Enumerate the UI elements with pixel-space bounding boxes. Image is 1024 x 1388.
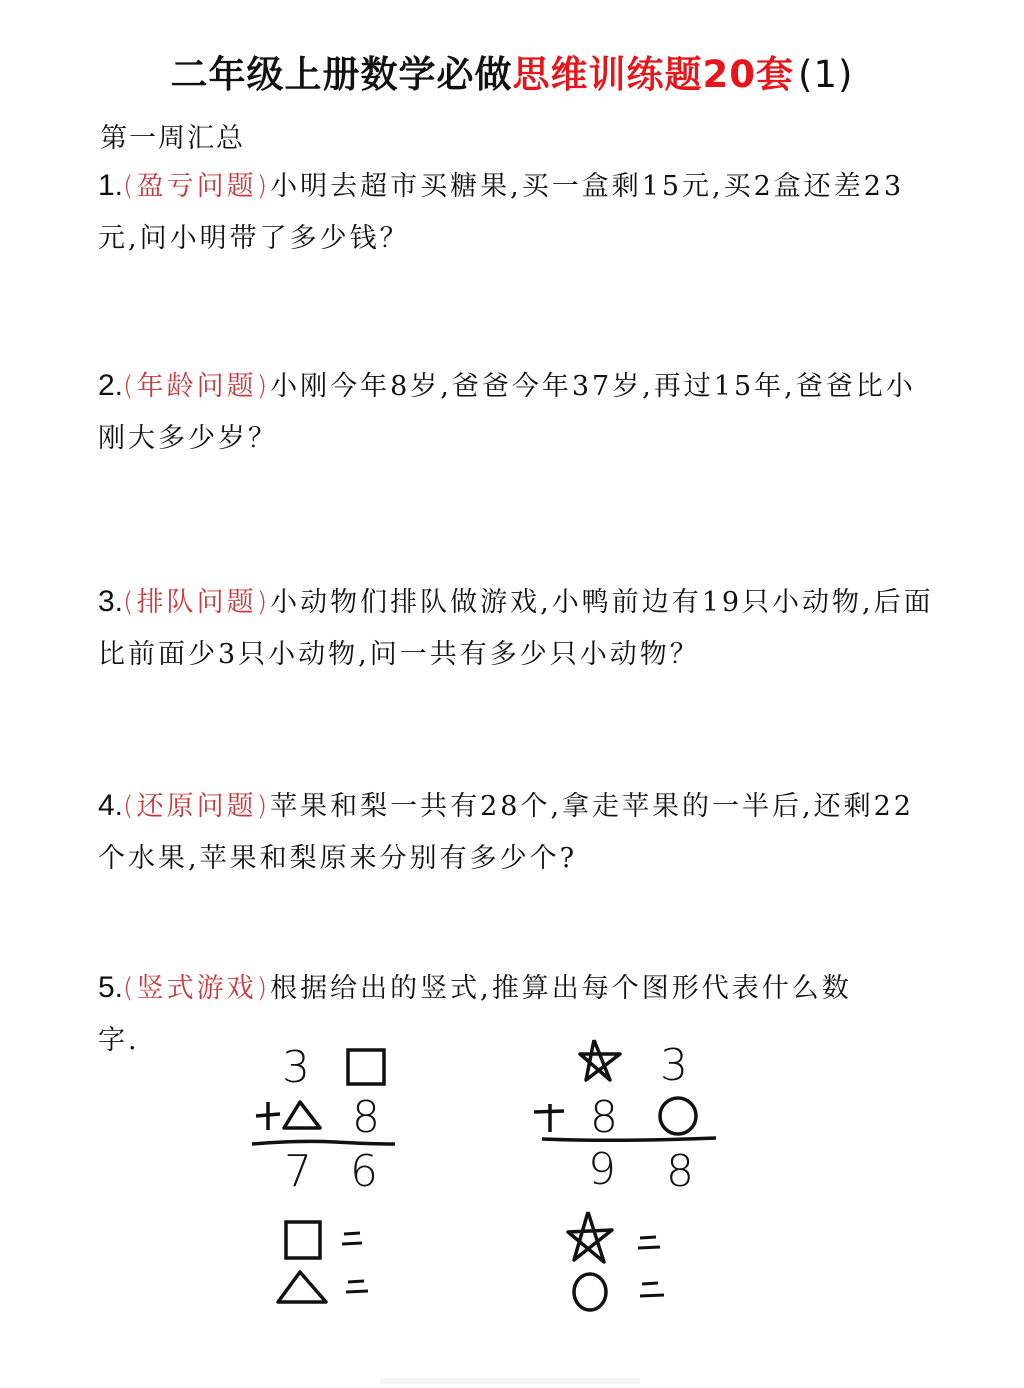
- question-number: 3.: [98, 585, 124, 618]
- page-title: [0, 44, 1024, 98]
- p2-result-tens: 9: [588, 1144, 616, 1195]
- p1-top-digit: 3: [282, 1042, 310, 1093]
- question-tag: (盈亏问题): [123, 171, 271, 202]
- circle-icon: [574, 1274, 606, 1310]
- watermark: [380, 1378, 640, 1384]
- star-icon: [568, 1212, 612, 1262]
- question-number: 5.: [98, 971, 124, 1004]
- vertical-addition-1: [240, 1036, 410, 1196]
- p1-mid-digit: 8: [352, 1092, 380, 1143]
- square-icon: [348, 1050, 384, 1084]
- triangle-icon: [278, 1272, 326, 1302]
- question-text: 小明去超市买糖果,买一盒剩15元,买2盒还差23元,问小明带了多少钱？: [98, 171, 905, 254]
- title-number: (1): [798, 53, 854, 96]
- plus-icon: [534, 1104, 564, 1132]
- question-tag: (竖式游戏): [123, 973, 271, 1004]
- p2-result-ones: 8: [666, 1146, 694, 1196]
- question-4: [98, 780, 938, 885]
- question-3: [98, 576, 938, 681]
- star-icon: [580, 1040, 620, 1080]
- plus-icon: [256, 1102, 280, 1130]
- title-main: 二年级上册数学必做: [170, 53, 513, 96]
- equals-icon: [638, 1237, 660, 1248]
- question-text: 苹果和梨一共有28个,拿走苹果的一半后,还剩22个水果,苹果和梨原来分别有多少个?: [98, 791, 914, 874]
- answers-right: [560, 1208, 680, 1318]
- vertical-addition-2: [520, 1036, 730, 1196]
- sum-line: [542, 1138, 716, 1140]
- question-1: [98, 160, 938, 265]
- equals-icon: [346, 1281, 368, 1292]
- equals-icon: [640, 1283, 664, 1296]
- question-tag: (排队问题): [123, 587, 271, 618]
- p2-top-digit: 3: [660, 1040, 688, 1091]
- answers-left: [270, 1216, 390, 1316]
- question-number: 2.: [98, 369, 124, 402]
- question-tag: (年龄问题): [123, 371, 271, 402]
- question-text: 小动物们排队做游戏,小鸭前边有19只小动物,后面比前面少3只小动物,问一共有多少只小动物？: [98, 587, 934, 670]
- question-number: 4.: [98, 789, 124, 822]
- equals-icon: [342, 1233, 362, 1244]
- question-text: 小刚今年8岁,爸爸今年37岁,再过15年,爸爸比小刚大多少岁？: [98, 371, 916, 454]
- p2-mid-digit: 8: [590, 1092, 618, 1143]
- question-2: [98, 360, 938, 465]
- question-text: 根据给出的竖式,推算出每个图形代表什么数字.: [98, 973, 852, 1056]
- triangle-icon: [284, 1102, 320, 1128]
- square-icon: [286, 1222, 320, 1258]
- question-5: [98, 962, 878, 1067]
- section-label: 第一周汇总: [100, 123, 245, 154]
- p1-result-tens: 7: [284, 1146, 312, 1196]
- question-tag: (还原问题): [123, 791, 271, 822]
- question-number: 1.: [98, 169, 124, 202]
- circle-icon: [660, 1098, 696, 1134]
- title-highlight: 思维训练题20套: [512, 53, 795, 96]
- p1-result-ones: 6: [350, 1146, 378, 1196]
